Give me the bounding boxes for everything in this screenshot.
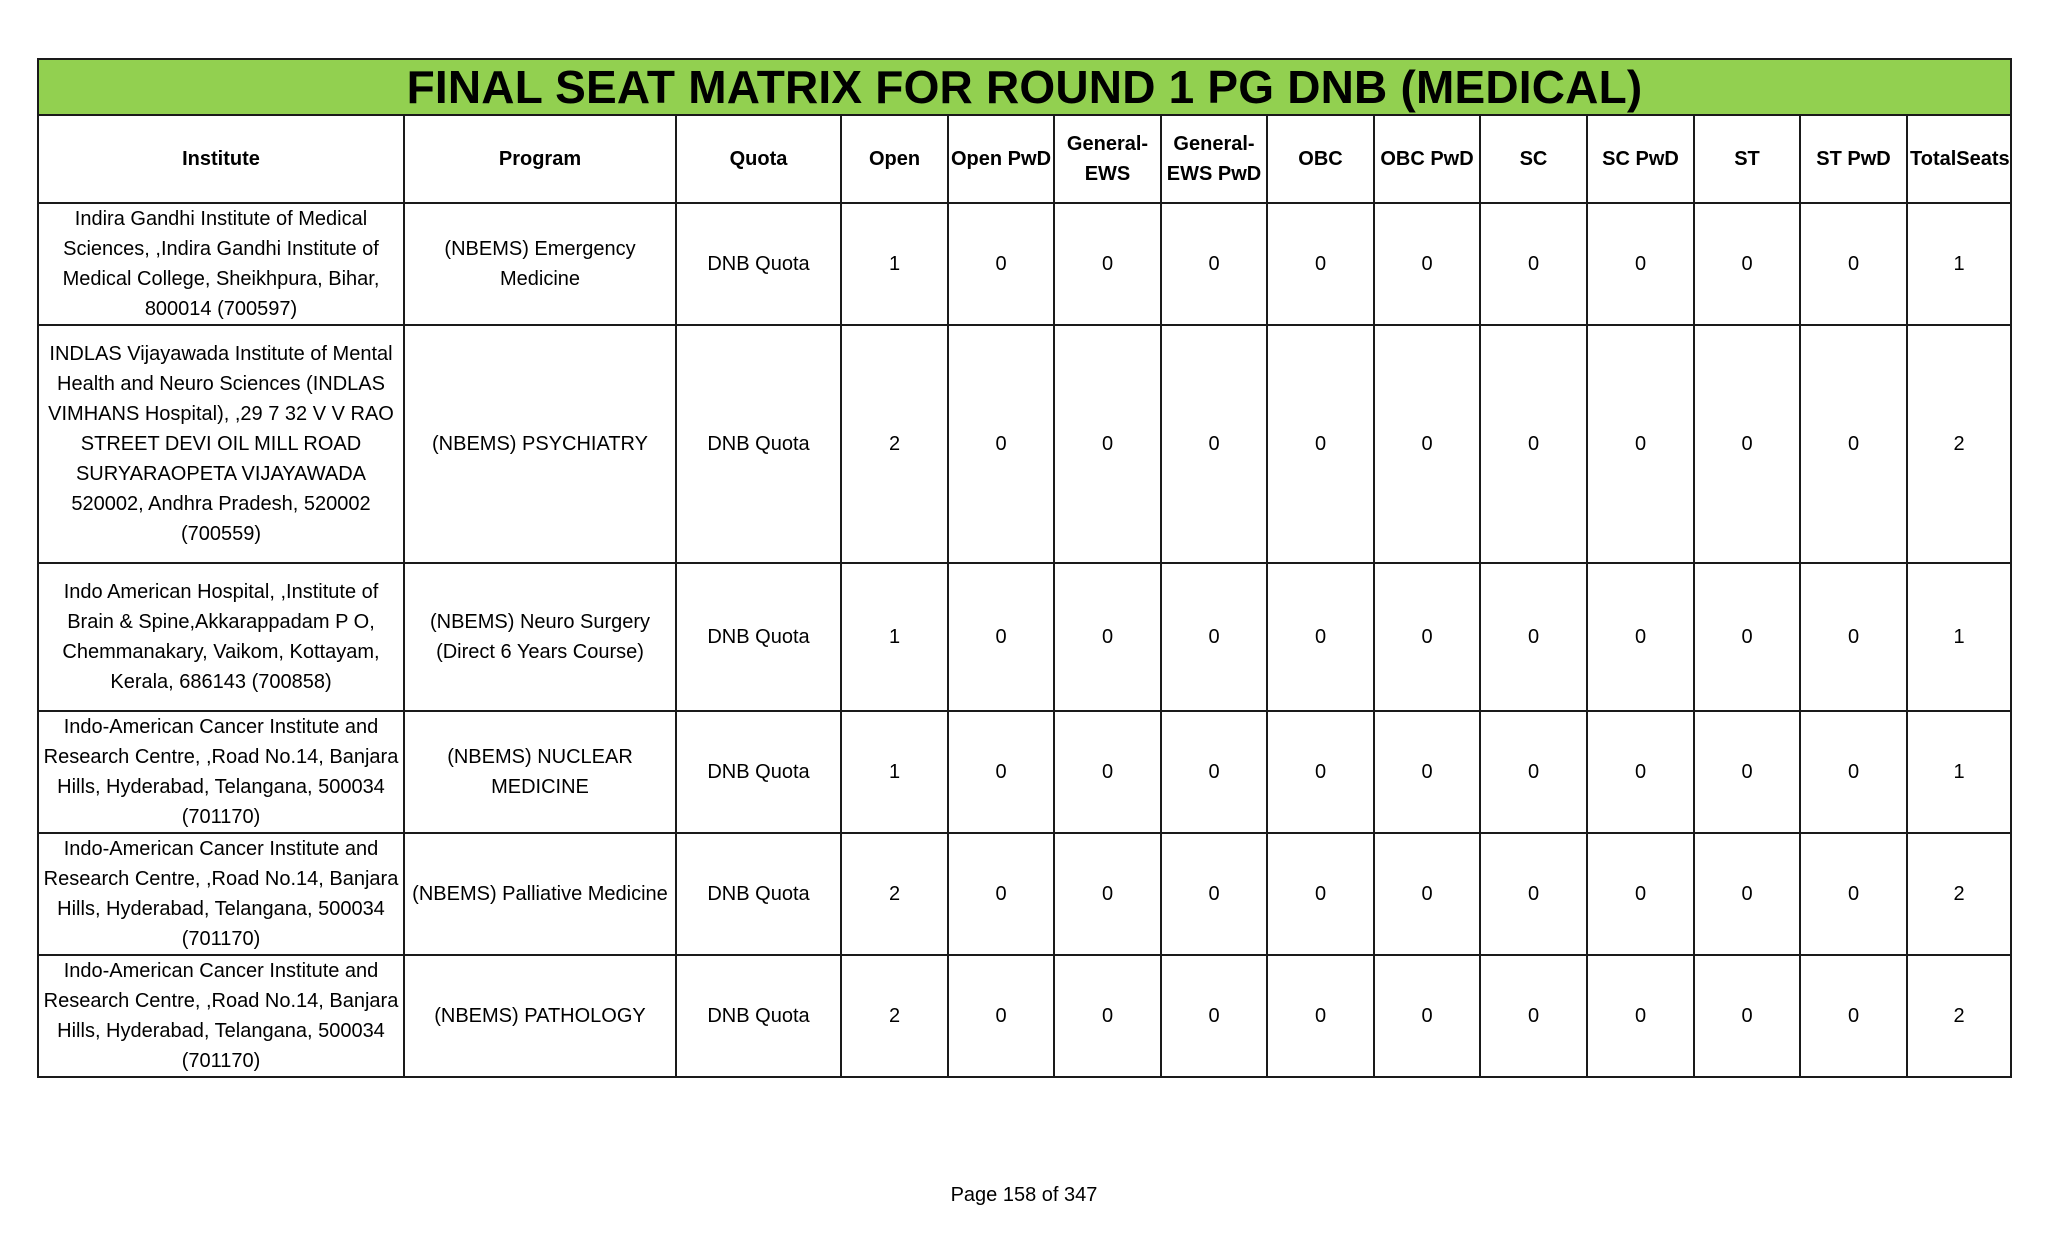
column-header: Institute xyxy=(38,115,404,203)
seat-cell: 0 xyxy=(1161,325,1267,563)
seat-cell: 0 xyxy=(1800,711,1907,833)
table-row xyxy=(38,955,2011,1077)
column-header: ST xyxy=(1694,115,1800,203)
table-row xyxy=(38,563,2011,711)
column-header: TotalSeats xyxy=(1907,115,2011,203)
institute-cell: Indira Gandhi Institute of Medical Sciences, ,Indira Gandhi Institute of Medical College, Sheikhpura, Bihar, 800014 (700597) xyxy=(38,203,404,325)
program-cell: (NBEMS) Neuro Surgery (Direct 6 Years Course) xyxy=(404,563,676,711)
seat-cell: 0 xyxy=(1800,203,1907,325)
seat-cell: 0 xyxy=(1374,955,1480,1077)
column-header: OBC xyxy=(1267,115,1374,203)
page-title: FINAL SEAT MATRIX FOR ROUND 1 PG DNB (MEDICAL) xyxy=(38,59,2011,115)
seat-cell: 0 xyxy=(1374,203,1480,325)
institute-cell: Indo-American Cancer Institute and Research Centre, ,Road No.14, Banjara Hills, Hyderabad, Telangana, 500034 (701170) xyxy=(38,955,404,1077)
seat-cell: 1 xyxy=(841,203,948,325)
column-header: Quota xyxy=(676,115,841,203)
seat-cell: 0 xyxy=(1587,203,1694,325)
seat-cell: 0 xyxy=(1161,955,1267,1077)
seat-cell: 0 xyxy=(1587,833,1694,955)
quota-cell: DNB Quota xyxy=(676,563,841,711)
column-header: General-EWS PwD xyxy=(1161,115,1267,203)
institute-cell: Indo-American Cancer Institute and Research Centre, ,Road No.14, Banjara Hills, Hyderabad, Telangana, 500034 (701170) xyxy=(38,833,404,955)
seat-cell: 0 xyxy=(1054,563,1161,711)
column-header: SC PwD xyxy=(1587,115,1694,203)
column-header: Program xyxy=(404,115,676,203)
quota-cell: DNB Quota xyxy=(676,325,841,563)
seat-cell: 0 xyxy=(1800,325,1907,563)
quota-cell: DNB Quota xyxy=(676,955,841,1077)
column-header: Open xyxy=(841,115,948,203)
page-number: Page 158 of 347 xyxy=(950,1184,1098,1206)
seat-cell: 0 xyxy=(1161,833,1267,955)
seat-cell: 0 xyxy=(1587,711,1694,833)
column-header: OBC PwD xyxy=(1374,115,1480,203)
seat-cell: 0 xyxy=(1587,563,1694,711)
seat-cell: 0 xyxy=(1480,955,1587,1077)
table-row xyxy=(38,325,2011,563)
seat-cell: 0 xyxy=(948,833,1054,955)
quota-cell: DNB Quota xyxy=(676,203,841,325)
total-seats-cell: 1 xyxy=(1907,711,2011,833)
seat-cell: 0 xyxy=(1267,325,1374,563)
institute-cell: Indo-American Cancer Institute and Research Centre, ,Road No.14, Banjara Hills, Hyderabad, Telangana, 500034 (701170) xyxy=(38,711,404,833)
column-header: SC xyxy=(1480,115,1587,203)
seat-cell: 0 xyxy=(1694,203,1800,325)
quota-cell: DNB Quota xyxy=(676,711,841,833)
program-cell: (NBEMS) PSYCHIATRY xyxy=(404,325,676,563)
table-row xyxy=(38,833,2011,955)
total-seats-cell: 1 xyxy=(1907,563,2011,711)
seat-cell: 1 xyxy=(841,711,948,833)
seat-cell: 0 xyxy=(1694,563,1800,711)
seat-cell: 0 xyxy=(948,325,1054,563)
table-row xyxy=(38,711,2011,833)
seat-cell: 0 xyxy=(1054,203,1161,325)
seat-cell: 0 xyxy=(1054,325,1161,563)
seat-cell: 0 xyxy=(1267,563,1374,711)
seat-cell: 0 xyxy=(948,563,1054,711)
seat-cell: 0 xyxy=(1587,955,1694,1077)
seat-cell: 0 xyxy=(1480,203,1587,325)
seat-cell: 0 xyxy=(1694,711,1800,833)
program-cell: (NBEMS) Palliative Medicine xyxy=(404,833,676,955)
total-seats-cell: 1 xyxy=(1907,203,2011,325)
seat-cell: 0 xyxy=(1054,833,1161,955)
program-cell: (NBEMS) NUCLEAR MEDICINE xyxy=(404,711,676,833)
seat-cell: 0 xyxy=(1587,325,1694,563)
seat-cell: 0 xyxy=(1694,833,1800,955)
total-seats-cell: 2 xyxy=(1907,325,2011,563)
seat-cell: 0 xyxy=(1267,833,1374,955)
seat-cell: 0 xyxy=(1054,711,1161,833)
total-seats-cell: 2 xyxy=(1907,833,2011,955)
seat-cell: 0 xyxy=(1054,955,1161,1077)
seat-cell: 0 xyxy=(1267,711,1374,833)
seat-cell: 0 xyxy=(1800,563,1907,711)
seat-cell: 0 xyxy=(1694,325,1800,563)
column-header: General-EWS xyxy=(1054,115,1161,203)
seat-cell: 0 xyxy=(1267,955,1374,1077)
seat-cell: 0 xyxy=(1374,325,1480,563)
seat-cell: 0 xyxy=(1480,711,1587,833)
seat-cell: 2 xyxy=(841,833,948,955)
seat-cell: 0 xyxy=(1694,955,1800,1077)
seat-cell: 0 xyxy=(948,711,1054,833)
seat-cell: 2 xyxy=(841,955,948,1077)
seat-cell: 0 xyxy=(1161,203,1267,325)
seat-cell: 0 xyxy=(1374,711,1480,833)
seat-cell: 0 xyxy=(1480,325,1587,563)
seat-cell: 0 xyxy=(1800,833,1907,955)
seat-matrix-table xyxy=(37,58,2012,1078)
seat-cell: 0 xyxy=(1480,563,1587,711)
institute-cell: Indo American Hospital, ,Institute of Brain & Spine,Akkarappadam P O, Chemmanakary, Vaikom, Kottayam, Kerala, 686143 (700858) xyxy=(38,563,404,711)
seat-cell: 0 xyxy=(1161,563,1267,711)
seat-cell: 0 xyxy=(1374,833,1480,955)
seat-cell: 0 xyxy=(948,203,1054,325)
seat-cell: 0 xyxy=(1800,955,1907,1077)
seat-cell: 1 xyxy=(841,563,948,711)
seat-cell: 0 xyxy=(1161,711,1267,833)
seat-cell: 2 xyxy=(841,325,948,563)
program-cell: (NBEMS) PATHOLOGY xyxy=(404,955,676,1077)
seat-cell: 0 xyxy=(1374,563,1480,711)
total-seats-cell: 2 xyxy=(1907,955,2011,1077)
quota-cell: DNB Quota xyxy=(676,833,841,955)
column-header: ST PwD xyxy=(1800,115,1907,203)
table-row xyxy=(38,203,2011,325)
program-cell: (NBEMS) Emergency Medicine xyxy=(404,203,676,325)
seat-cell: 0 xyxy=(1480,833,1587,955)
header-row xyxy=(38,115,2011,203)
institute-cell: INDLAS Vijayawada Institute of Mental Health and Neuro Sciences (INDLAS VIMHANS Hospital), ,29 7 32 V V RAO STREET DEVI OIL MILL ROAD SURYARAOPETA VIJAYAWADA 520002, Andhra Pradesh, 520002 (700559) xyxy=(38,325,404,563)
seat-matrix-sheet xyxy=(37,58,2010,1078)
column-header: Open PwD xyxy=(948,115,1054,203)
seat-cell: 0 xyxy=(948,955,1054,1077)
seat-cell: 0 xyxy=(1267,203,1374,325)
